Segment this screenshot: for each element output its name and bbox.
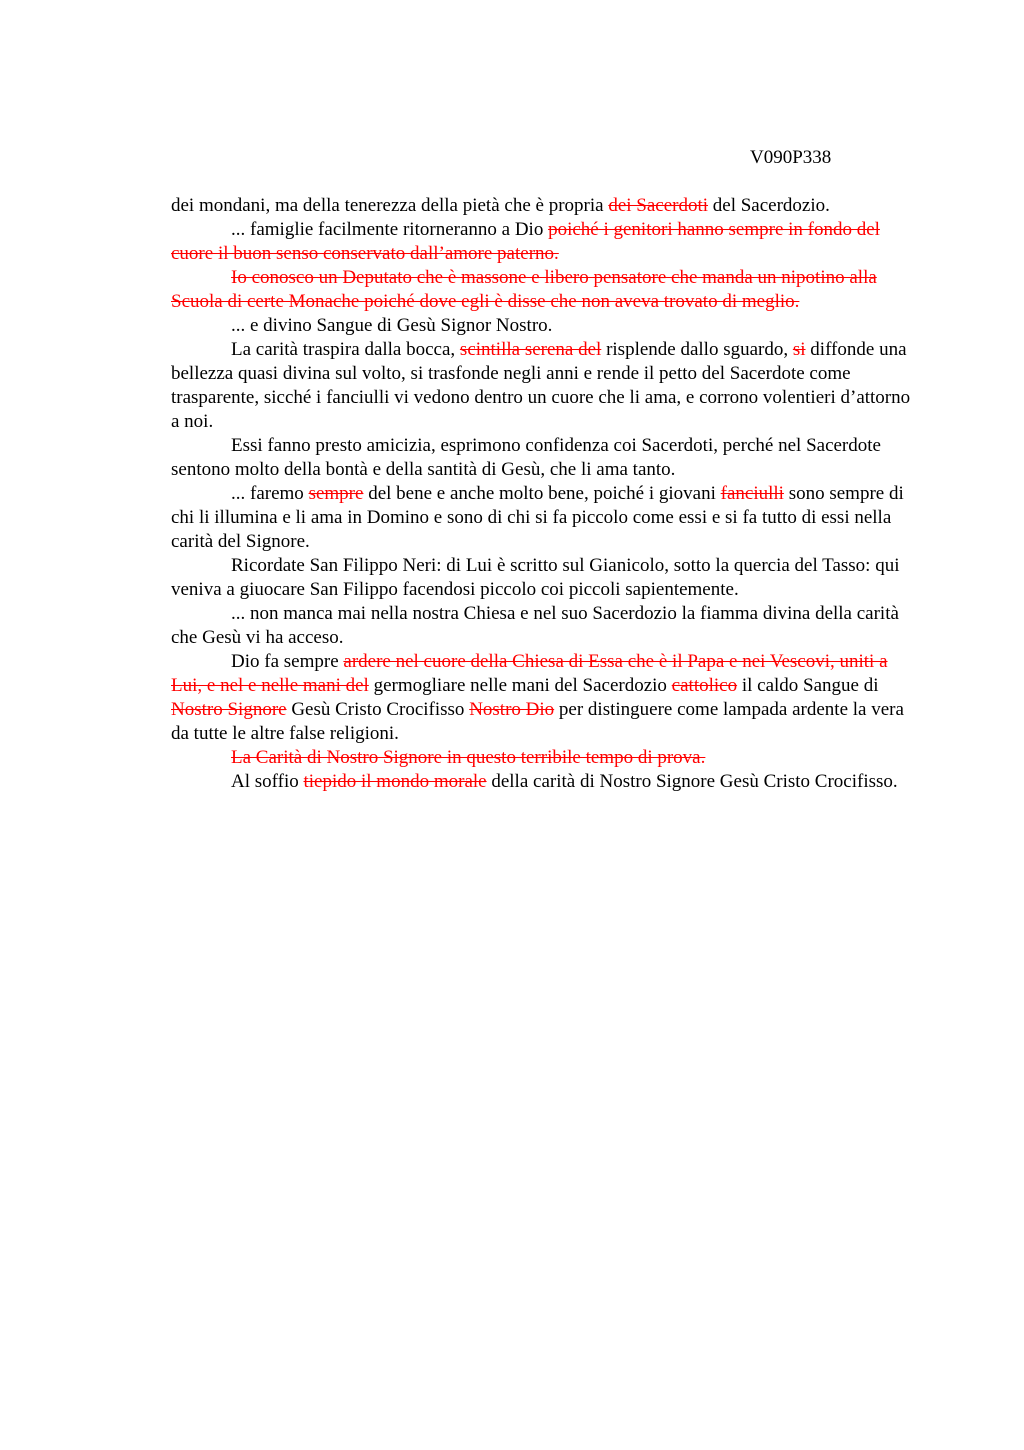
paragraph-text: del Sacerdozio. <box>708 195 830 216</box>
deleted-text: tiepido il mondo morale <box>303 771 487 792</box>
paragraph-text: Essi fanno presto amicizia, esprimono confidenza coi Sacerdoti, perché nel Sacerdote sentono molto della bontà e della santità di Gesù, che li ama tanto. <box>171 435 881 480</box>
paragraph-text: Ricordate San Filippo Neri: di Lui è scritto sul Gianicolo, sotto la quercia del Tasso: qui veniva a giuocare San Filippo facendosi piccolo coi piccoli sapientemente. <box>171 555 900 600</box>
deleted-text: fanciulli <box>720 483 784 504</box>
paragraph <box>171 746 916 770</box>
deleted-text: poiché i genitori hanno sempre in fondo del cuore il buon senso conservato dall’amore paterno. <box>171 219 880 264</box>
paragraph <box>171 434 916 482</box>
paragraph <box>171 650 916 746</box>
paragraph-text: Dio fa sempre <box>231 651 344 672</box>
deleted-text: ardere nel cuore della Chiesa di Essa che è il Papa e nei Vescovi, uniti a Lui, e nel e nelle mani del <box>171 651 888 696</box>
paragraph <box>171 554 916 602</box>
paragraph-text: La carità traspira dalla bocca, <box>231 339 460 360</box>
paragraph-text: dei mondani, ma della tenerezza della pietà che è propria <box>171 195 609 216</box>
paragraph-text: germogliare nelle mani del Sacerdozio <box>368 675 672 696</box>
paragraph-text: ... non manca mai nella nostra Chiesa e nel suo Sacerdozio la fiamma divina della carità che Gesù vi ha acceso. <box>171 603 899 648</box>
deleted-text: Io conosco un Deputato che è massone e libero pensatore che manda un nipotino alla Scuola di certe Monache poiché dove egli è disse che non aveva trovato di meglio. <box>171 267 877 312</box>
deleted-text: Nostro Signore <box>171 699 287 720</box>
paragraph-text: sono sempre di chi li illumina e li ama in Domino e sono di chi si fa piccolo come essi e si fa tutto di essi nella carità del Signore. <box>171 483 904 552</box>
paragraph-text: Al soffio <box>231 771 304 792</box>
document-body <box>171 194 916 794</box>
paragraph-text: del bene e anche molto bene, poiché i giovani <box>363 483 721 504</box>
deleted-text: Nostro Dio <box>469 699 555 720</box>
paragraph <box>171 338 916 434</box>
deleted-text: dei Sacerdoti <box>608 195 709 216</box>
paragraph <box>171 194 916 218</box>
page-id-label: V090P338 <box>750 147 832 168</box>
paragraph-text: ... faremo <box>231 483 309 504</box>
paragraph <box>171 770 916 794</box>
deleted-text: La Carità di Nostro Signore in questo terribile tempo di prova. <box>231 747 706 768</box>
paragraph-text: ... e divino Sangue di Gesù Signor Nostro. <box>231 315 553 336</box>
deleted-text: cattolico <box>671 675 738 696</box>
paragraph-text: della carità di Nostro Signore Gesù Cristo Crocifisso. <box>486 771 898 792</box>
paragraph-text: per distinguere come lampada ardente la vera da tutte le altre false religioni. <box>171 699 904 744</box>
paragraph <box>171 218 916 266</box>
deleted-text: scintilla serena del <box>459 339 602 360</box>
paragraph-text: ... famiglie facilmente ritorneranno a Dio <box>231 219 549 240</box>
deleted-text: sempre <box>308 483 364 504</box>
paragraph <box>171 602 916 650</box>
paragraph-text: Gesù Cristo Crocifisso <box>286 699 470 720</box>
deleted-text: si <box>792 339 806 360</box>
paragraph-text: risplende dallo sguardo, <box>601 339 793 360</box>
paragraph <box>171 266 916 314</box>
paragraph <box>171 482 916 554</box>
paragraph-text: il caldo Sangue di <box>737 675 879 696</box>
paragraph <box>171 314 916 338</box>
paragraph-text: diffonde una bellezza quasi divina sul volto, si trasfonde negli anni e rende il petto del Sacerdote come trasparente, sicché i fanciulli vi vedono dentro un cuore che li ama, e corrono volentieri d’attorno a noi. <box>171 339 911 432</box>
